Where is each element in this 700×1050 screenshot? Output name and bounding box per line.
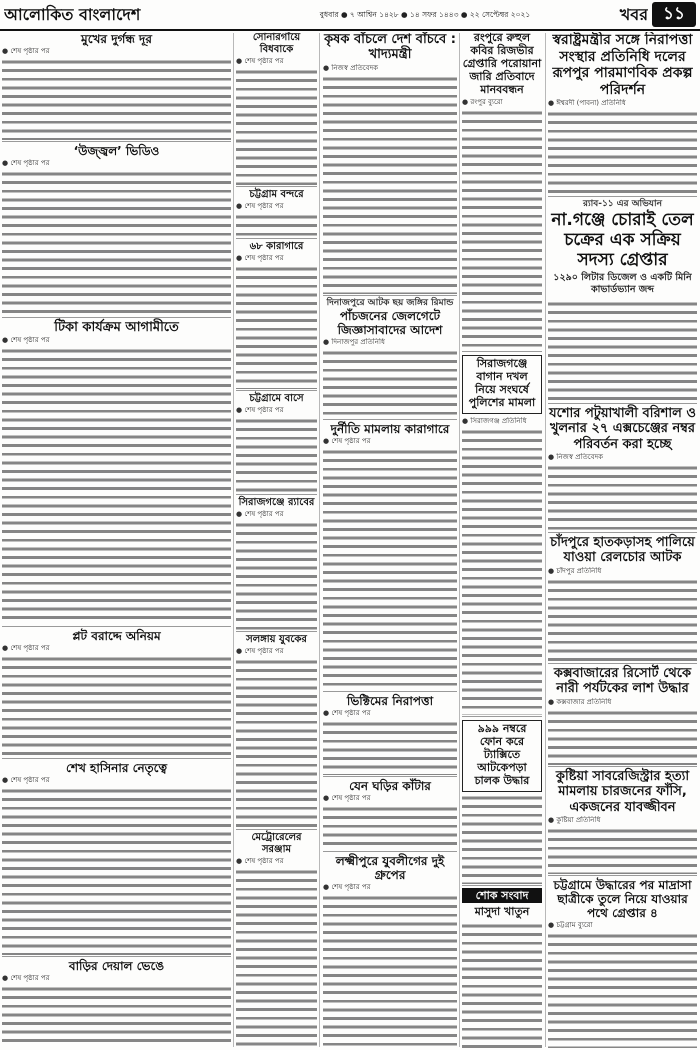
article-byline: ● শেষ পৃষ্ঠার পর [236, 857, 317, 866]
article-body-text [323, 720, 457, 775]
article-body-text [236, 417, 317, 493]
article-durniti-mamla [323, 419, 457, 690]
article-headline: যশোর পটুয়াখালী বরিশাল ও খুলনার ২৭ এক্সচেঞ্জের নম্বর পরিবর্তন করা হচ্ছে [549, 406, 696, 452]
article-byline: ● শেষ পৃষ্ঠার পর [2, 974, 231, 983]
article-metrorail-sorongjam [236, 829, 317, 1048]
article-headline: চাঁদপুরে হাতকড়াসহ পালিয়ে যাওয়া রেলচোর আটক [550, 535, 695, 566]
article-byline: ● নিজস্ব প্রতিবেদক [548, 453, 697, 462]
article-byline: ● কক্সবাজার প্রতিনিধি [548, 698, 697, 707]
article-sirajganj-rab [236, 494, 317, 630]
article-subhead: ১২৯০ লিটার ডিজেল ও একটি মিনি কাভার্ডভ্যান জব্দ [553, 271, 692, 295]
article-byline: ● শেষ পৃষ্ঠার পর [323, 883, 457, 892]
column-rule [459, 33, 460, 1047]
article-byline: ● শেষ পৃষ্ঠার পর [236, 510, 317, 519]
article-headline: সোনারগাঁয়ে বিধবাকে [252, 32, 301, 55]
article-coxsbazar-resort [548, 663, 697, 765]
article-body-text [236, 68, 317, 185]
article-salanga-jubok [236, 631, 317, 828]
article-ujjal-video [2, 141, 231, 316]
article-byline: ● দিনাজপুর প্রতিনিধি [323, 338, 457, 347]
article-headline: ‘উজ্জ্বল’ ভিডিও [73, 144, 160, 158]
article-body-text [2, 347, 231, 625]
article-body-text [236, 521, 317, 630]
article-999-chalok-uddhar [462, 716, 542, 884]
article-headline: মেট্রোরেলের সরঞ্জাম [251, 832, 302, 855]
article-body-text [323, 75, 457, 294]
article-headline: মুখের দুর্গন্ধ দূর [81, 32, 152, 46]
article-byline: ● শেষ পৃষ্ঠার পর [323, 709, 457, 718]
article-body-text [323, 805, 457, 850]
article-byline: ● শেষ পৃষ্ঠার পর [236, 406, 317, 415]
article-body-text [462, 109, 542, 350]
article-krishok-bachle [323, 32, 457, 294]
page-number-badge: ১১ [652, 2, 696, 27]
article-chandpur-relchor [548, 532, 697, 662]
article-body-text [548, 110, 697, 195]
article-headline: ৯৯৯ নম্বরে ফোন করে ট্যাক্সিতে আটকেপড়া চালক উদ্ধার [462, 720, 542, 792]
article-byline: ● শেষ পৃষ্ঠার পর [323, 794, 457, 803]
obituary-masuda-khatun [462, 885, 542, 1048]
article-ruppur-porideshon [548, 32, 697, 195]
article-body-text [236, 213, 317, 237]
article-kicker: দিনাজপুরে আটক ছয় জঙ্গির রিমান্ড [326, 298, 454, 308]
article-headline: কুষ্টিয়া সাবরেজিস্ট্রার হত্যা মামলায় চারজনের ফাঁসি, একজনের যাবজ্জীবন [555, 769, 690, 815]
article-byline: ● শেষ পৃষ্ঠার পর [236, 647, 317, 656]
obituary-label: শোক সংবাদ [462, 888, 542, 903]
article-body-text [236, 658, 317, 828]
article-byline: ● শেষ পৃষ্ঠার পর [236, 57, 317, 66]
article-mukher-durgondho-dur [2, 32, 231, 140]
article-headline: না.গঞ্জে চোরাই তেল চক্রের এক সক্রিয় সদস্য গ্রেপ্তার [551, 209, 694, 270]
newspaper-logo: আলোকিত বাংলাদেশ [4, 5, 141, 24]
article-byline: ● ঈশ্বরদী (পাবনা) প্রতিনিধি [548, 99, 697, 108]
article-byline: ● কুষ্টিয়া প্রতিনিধি [548, 816, 697, 825]
column-rule [545, 33, 546, 1047]
article-byline: ● নিজস্ব প্রতিবেদক [323, 64, 457, 73]
column-rule [233, 33, 234, 1047]
article-headline: কক্সবাজারের রিসোর্ট থেকে নারী পর্যটকের লাশ উদ্ধার [553, 666, 692, 697]
section-label: খবর [619, 5, 648, 24]
article-body-text [462, 922, 542, 1048]
article-headline: কৃষক বাঁচলে দেশ বাঁচবে : খাদ্যমন্ত্রী [324, 32, 456, 63]
article-dinajpur-jongi-remand [323, 295, 457, 418]
article-body-text [2, 655, 231, 757]
article-headline: বাড়ির দেয়াল ভেঙে [68, 959, 165, 973]
article-headline: সলঙ্গায় যুবকের [246, 634, 307, 645]
article-byline: ● চাঁদপুর প্রতিনিধি [548, 567, 697, 576]
article-body-text [323, 349, 457, 418]
column-rule [319, 33, 320, 1047]
article-ghorir-kata [323, 776, 457, 850]
article-kicker: র‌্যাব-১১ এর অভিযান [583, 199, 662, 209]
article-body-text [2, 985, 231, 1048]
article-chattogram-madrasa [548, 875, 697, 1048]
date-line: বুধবার ● ৭ আশ্বিন ১৪২৮ ● ১৪ সফর ১৪৪৩ ● ২২ সেপ্টেম্বর ২০২১ [319, 10, 531, 19]
article-narayanganj-tel-chokro [548, 196, 697, 402]
article-headline: স্বরাষ্ট্রমন্ত্রীর সঙ্গে নিরাপত্তা সংস্থার প্রতিনিধি দলের রূপপুর পারমাণবিক প্রকল্প পরিদর্শন [552, 32, 693, 98]
article-tika-karjokrom [2, 317, 231, 625]
article-body-text [2, 787, 231, 955]
article-body-text [236, 868, 317, 1048]
article-headline: চট্টগ্রামে উদ্ধারের পর মাদ্রাসা ছাত্রীকে তুলে নিয়ে যাওয়ার পথে গ্রেপ্তার ৪ [553, 878, 692, 921]
article-byline: ● সিরাজগঞ্জ প্রতিনিধি [462, 417, 542, 426]
article-body-text [236, 265, 317, 389]
article-lakshmipur-jubolig [323, 851, 457, 1048]
article-headline: চট্টগ্রাম বন্দরে [249, 189, 304, 200]
article-chattogram-bas [236, 390, 317, 493]
article-byline: ● শেষ পৃষ্ঠার পর [2, 159, 231, 168]
article-barir-deyal [2, 956, 231, 1048]
article-sonargaon-bidhoba [236, 32, 317, 185]
article-victim-nirapotta [323, 691, 457, 775]
article-headline: পাঁচজনের জেলগেটে জিজ্ঞাসাবাদের আদেশ [337, 308, 443, 337]
article-headline: দুর্নীতি মামলায় কারাগারে [330, 422, 450, 436]
article-body-text [462, 794, 542, 884]
article-body-text [548, 709, 697, 765]
article-byline: ● শেষ পৃষ্ঠার পর [2, 776, 231, 785]
article-body-text [548, 932, 697, 1048]
article-headline: লক্ষ্মীপুরে যুবলীগের দুই গ্রুপের [335, 854, 445, 883]
article-byline: ● শেষ পৃষ্ঠার পর [2, 644, 231, 653]
article-body-text [2, 58, 231, 140]
article-headline: ভিক্টিমের নিরাপত্তা [346, 694, 434, 708]
article-plot-boraddo [2, 626, 231, 757]
article-body-text [548, 827, 697, 874]
article-rangpur-rizvi [462, 32, 542, 350]
article-kushtia-subregistrar [548, 766, 697, 874]
article-body-text [2, 170, 231, 316]
article-exchange-number [548, 403, 697, 531]
article-headline: টিকা কার্যক্রম আগামীতে [54, 320, 179, 335]
article-headline: ৬৮ কারাগারে [249, 241, 304, 252]
obituary-name: মাসুদা খাতুন [474, 905, 530, 918]
article-byline: ● শেষ পৃষ্ঠার পর [236, 254, 317, 263]
article-headline: চট্টগ্রামে বাসে [249, 393, 304, 404]
article-68-karagar [236, 238, 317, 389]
article-headline: প্লট বরাদ্দে অনিয়ম [72, 629, 161, 643]
article-headline: শেখ হাসিনার নেতৃত্বে [66, 761, 167, 775]
article-body-text [323, 894, 457, 1048]
article-byline: ● শেষ পৃষ্ঠার পর [2, 47, 231, 56]
masthead-rule [0, 29, 700, 31]
article-sirajganj-bagan [462, 351, 542, 715]
article-body-text [548, 300, 697, 402]
article-body-text [462, 428, 542, 715]
article-sheikh-hasina-netritte [2, 758, 231, 955]
article-byline: ● শেষ পৃষ্ঠার পর [236, 202, 317, 211]
article-headline: রংপুরে রুহুল কবির রিজভীর গ্রেপ্তারি পরোয়ানা জারি প্রতিবাদে মানববন্ধন [462, 32, 542, 96]
article-headline: যেন ঘড়ির কাঁটার [349, 779, 431, 793]
article-byline: ● চট্টগ্রাম ব্যুরো [548, 921, 697, 930]
article-body-text [323, 448, 457, 690]
article-headline: সিরাজগঞ্জে র‌্যাবের [238, 497, 315, 508]
article-headline: সিরাজগঞ্জে বাগান দখল নিয়ে সংঘর্ষে পুলিশের মামলা [462, 355, 542, 414]
article-chattogram-bondor [236, 186, 317, 237]
article-byline: ● শেষ পৃষ্ঠার পর [323, 437, 457, 446]
article-byline: ● শেষ পৃষ্ঠার পর [2, 336, 231, 345]
article-byline: ● রংপুর ব্যুরো [462, 98, 542, 107]
article-body-text [548, 578, 697, 662]
article-body-text [548, 464, 697, 531]
